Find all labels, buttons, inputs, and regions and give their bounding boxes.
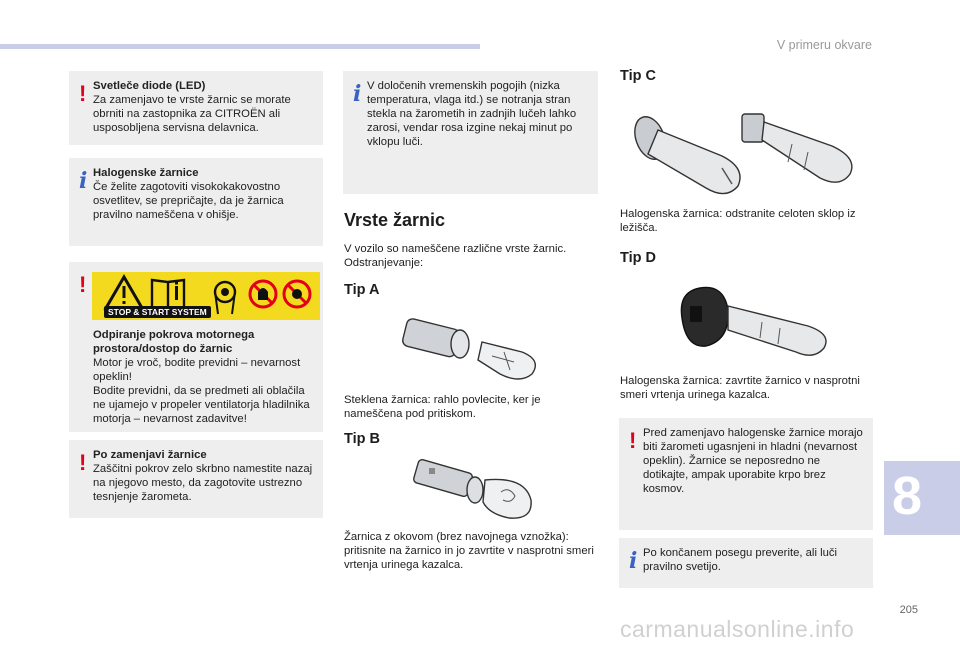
- warning-icon: !: [79, 450, 87, 475]
- tip-c-title: Tip C: [620, 68, 656, 84]
- tip-b-text: Žarnica z okovom (brez navojnega vznožka): pritisnite na žarnico in jo zavrtite v nasprotni smeri vrtenja urinega kazalca.: [344, 531, 594, 571]
- warning-icon: !: [79, 272, 87, 297]
- page-number: 205: [899, 604, 918, 616]
- halogen-info-box: [69, 158, 323, 246]
- condensation-text: V določenih vremenskih pogojih (nizka temperatura, vlaga itd.) se notranja stran stekla na žarometih in zadnjih lučeh lahko zarosi, vendar rosa izgine nekaj minut po vklopu luči.: [367, 80, 577, 148]
- manual-book-icon: [152, 280, 184, 309]
- tip-d-title: Tip D: [620, 250, 656, 266]
- hood-title: Odpiranje pokrova motornega prostora/dostop do žarnic: [93, 329, 255, 355]
- after-warning-box: [69, 440, 323, 518]
- no-hands-icon: [250, 281, 276, 307]
- chapter-title: V primeru okvare: [776, 38, 872, 52]
- info-icon: i: [629, 548, 638, 574]
- info-icon: i: [353, 81, 362, 107]
- halogen-warning-box: [619, 418, 873, 530]
- tip-d-bulb-illustration: [672, 282, 844, 364]
- watermark: carmanualsonline.info: [620, 616, 855, 642]
- chapter-number: 8: [892, 466, 923, 526]
- caution-triangle-icon: [106, 277, 142, 308]
- halogen-warning-text: Pred zamenjavo halogenske žarnice morajo biti žarometi ugasnjeni in hladni (nevarnost opeklin). Žarnice se neposredno ne dotikajte, ampak uporabite krpo brez kosmov.: [643, 427, 863, 495]
- led-title: Svetleče diode (LED): [93, 80, 206, 92]
- led-body: Za zamenjavo te vrste žarnic se morate obrniti na zastopnika za CITROËN ali usposobljena servisna delavnica.: [93, 94, 291, 134]
- stop-start-label: STOP & START SYSTEM: [104, 306, 211, 318]
- hood-body-fan: Bodite previdni, da se predmeti ali oblačila ne ujamejo v propeler ventilatorja hladilnika motorja – nevarnost zadavitve!: [93, 385, 310, 425]
- header-bar: [0, 44, 480, 49]
- tip-b-bulb-illustration: [405, 458, 555, 528]
- check-info-text: Po končanem posegu preverite, ali luči pravilno svetijo.: [643, 547, 838, 573]
- hood-body-burn: Motor je vroč, bodite previdni – nevarnost opeklin!: [93, 357, 301, 383]
- tip-c-text: Halogenska žarnica: odstranite celoten sklop iz ležišča.: [620, 208, 856, 234]
- tip-a-bulb-illustration: [392, 312, 552, 387]
- section-intro: V vozilo so nameščene različne vrste žarnic. Odstranjevanje:: [344, 243, 567, 269]
- tip-d-text: Halogenska žarnica: zavrtite žarnico v nasprotni smeri vrtenja urinega kazalca.: [620, 375, 860, 401]
- check-info-box: [619, 538, 873, 588]
- led-warning-box: [69, 71, 323, 145]
- tip-a-title: Tip A: [344, 282, 380, 298]
- after-title: Po zamenjavi žarnice: [93, 449, 207, 461]
- tip-b-title: Tip B: [344, 431, 380, 447]
- after-body: Zaščitni pokrov zelo skrbno namestite nazaj na njegovo mesto, da zagotovite ustrezno tesnjenje žarometa.: [93, 463, 313, 503]
- tip-c-bulb-illustration: [622, 108, 862, 204]
- section-title: Vrste žarnic: [344, 210, 446, 230]
- warning-icon: !: [629, 428, 637, 453]
- halogen-body: Če želite zagotoviti visokokakovostno osvetlitev, se prepričajte, da je žarnica pravilno nameščena v ohišje.: [93, 181, 284, 221]
- condensation-info-box: [343, 71, 598, 194]
- tip-a-text: Steklena žarnica: rahlo povlecite, ker je nameščena pod pritiskom.: [344, 394, 541, 420]
- fan-belt-icon: [215, 282, 235, 314]
- info-icon: i: [79, 168, 88, 194]
- warning-icon: !: [79, 81, 87, 106]
- halogen-title: Halogenske žarnice: [93, 167, 199, 179]
- no-fan-contact-icon: [284, 281, 310, 307]
- chapter-tab: [884, 461, 960, 535]
